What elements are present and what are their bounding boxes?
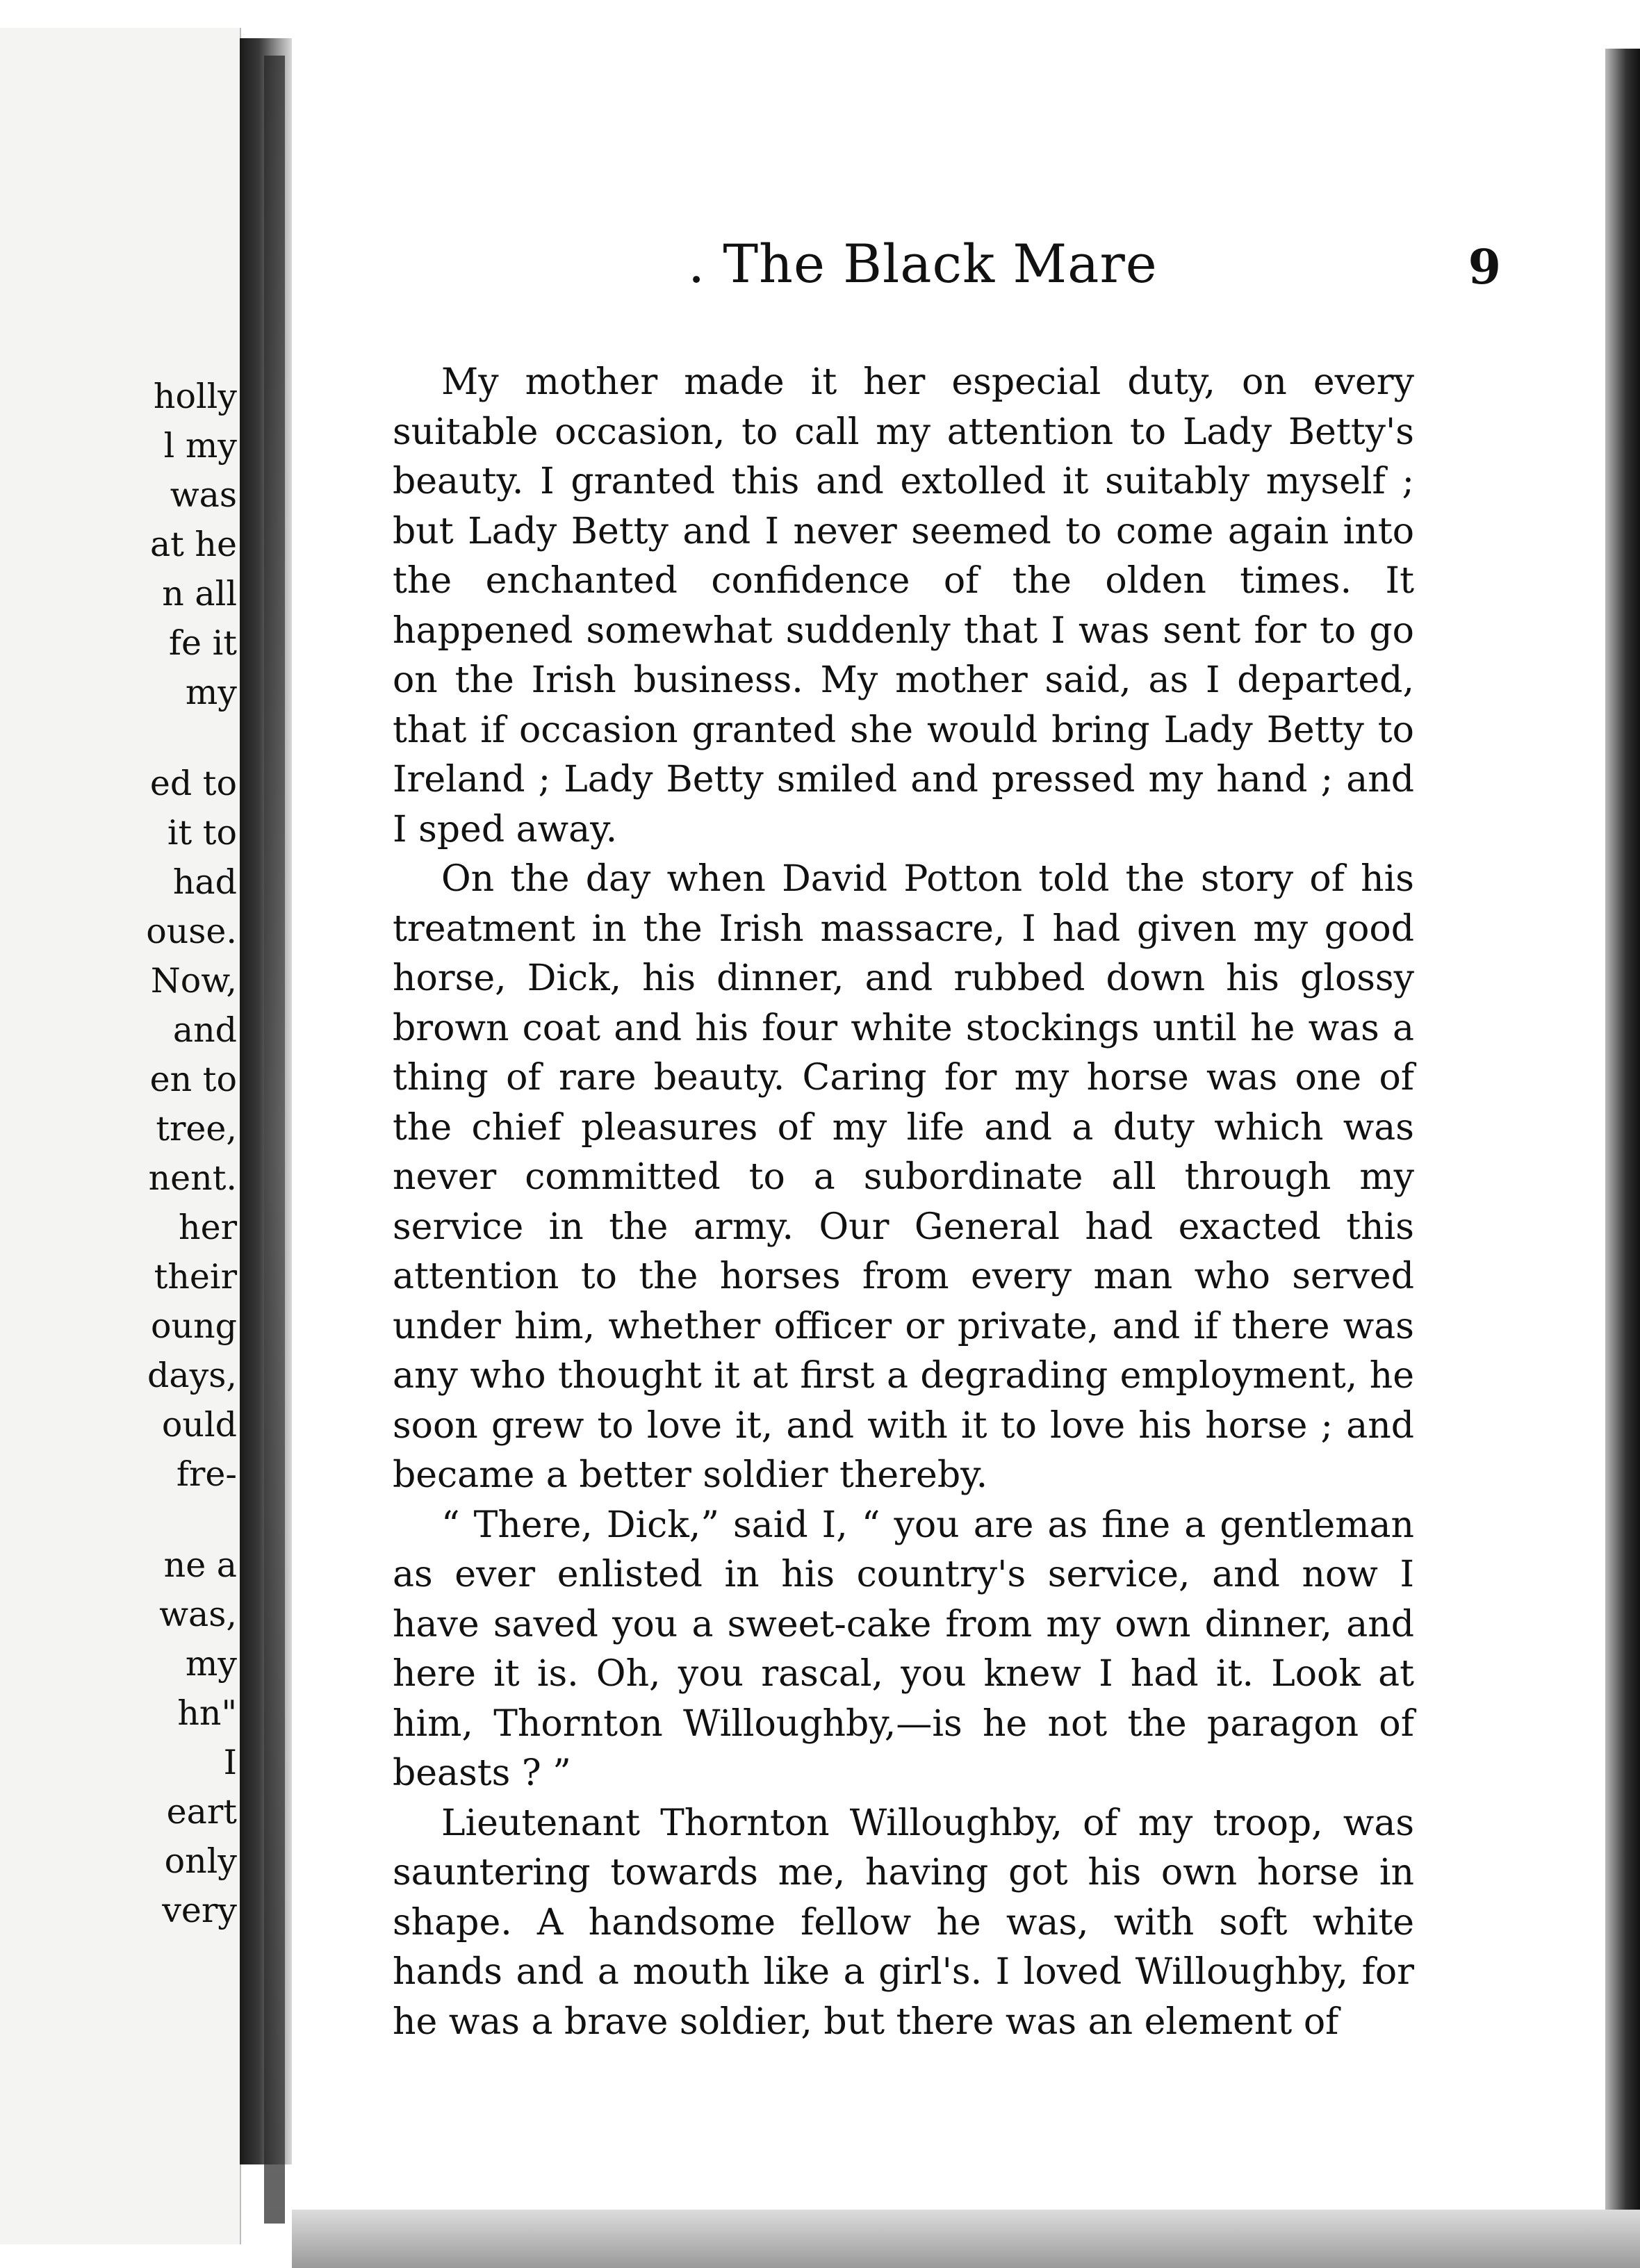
- left-page-line: my: [185, 673, 237, 712]
- left-page-line: Now,: [150, 961, 237, 1001]
- paragraph: On the day when David Potton told the story of his treatment in the Irish massacre, I had given my good horse, Dick, his dinner, and rubbed down his glossy brown coat and his four white stockings until he was a thing of rare beauty. Caring for my horse was one of the chief pleasures of my life and a duty which was never committed to a subordinate all through my service in the army. Our General had exacted this attention to the horses from every man who served under him, whether officer or private, and if there was any who thought it at first a degrading employment, he soon grew to love it, and with it to love his horse ; and became a better soldier thereby.: [393, 858, 1414, 1496]
- page-bottom-edge: [292, 2210, 1640, 2268]
- left-page-line: days,: [147, 1356, 237, 1395]
- left-page-line: [3, 1499, 241, 1540]
- running-title: . The Black Mare: [688, 233, 1158, 295]
- left-page-line: I: [223, 1743, 237, 1782]
- left-page-line: their: [154, 1257, 237, 1297]
- left-page-line: was,: [159, 1595, 237, 1634]
- left-page-line: only: [164, 1841, 237, 1881]
- left-page-line: very: [162, 1891, 237, 1930]
- page-number: 9: [1468, 240, 1501, 295]
- left-page-line: her: [179, 1208, 237, 1247]
- page-right-edge: [1605, 49, 1640, 2237]
- left-page-line: ould: [161, 1405, 237, 1445]
- left-page-text: [3, 372, 240, 1935]
- left-page-line: ed to: [149, 764, 237, 803]
- left-page-line: and: [172, 1010, 237, 1050]
- left-page-line: tree,: [156, 1109, 237, 1149]
- left-page-line: l my: [163, 426, 237, 466]
- left-page-line: ne a: [163, 1545, 237, 1585]
- left-page: [0, 28, 241, 2244]
- left-page-line: ouse.: [146, 912, 237, 951]
- left-page-line: holly: [153, 377, 237, 416]
- left-page-line: fre-: [176, 1454, 237, 1494]
- paragraph: “ There, Dick,” said I, “ you are as fine a gentleman as ever enlisted in his country's service, and now I have saved you a sweet-cake from my own dinner, and here it is. Oh, you rascal, you knew I had it. Look at him, Thornton Willoughby,—is he not the paragon of beasts ? ”: [393, 1504, 1414, 1794]
- left-page-line: nent.: [148, 1158, 237, 1198]
- left-page-line: oung: [151, 1306, 237, 1346]
- page-header: [389, 233, 1501, 302]
- left-page-line: fe it: [168, 623, 237, 663]
- left-page-line: [3, 717, 241, 759]
- left-page-line: en to: [149, 1060, 237, 1099]
- body-text: [393, 358, 1414, 2047]
- paragraph: My mother made it her especial duty, on every suitable occasion, to call my attention to Lady Betty's beauty. I granted this and extolled it suitably myself ; but Lady Betty and I never seemed to come again into the enchanted confidence of the olden times. It happened somewhat suddenly that I was sent for to go on the Irish business. My mother said, as I departed, that if occasion granted she would bring Lady Betty to Ireland ; Lady Betty smiled and pressed my hand ; and I sped away.: [393, 361, 1414, 850]
- left-page-line: at he: [149, 525, 237, 564]
- left-page-line: it to: [167, 813, 237, 853]
- left-page-line: my: [185, 1644, 237, 1684]
- gutter-shadow: [264, 56, 285, 2224]
- left-page-line: hn": [177, 1693, 237, 1733]
- left-page-line: was: [170, 475, 237, 515]
- left-page-line: had: [172, 862, 237, 902]
- left-page-line: eart: [166, 1792, 237, 1832]
- left-page-line: n all: [162, 574, 237, 614]
- paragraph: Lieutenant Thornton Willoughby, of my troop, was sauntering towards me, having got his own horse in shape. A handsome fellow he was, with soft white hands and a mouth like a girl's. I loved Willoughby, for he was a brave soldier, but there was an element of: [393, 1802, 1414, 2043]
